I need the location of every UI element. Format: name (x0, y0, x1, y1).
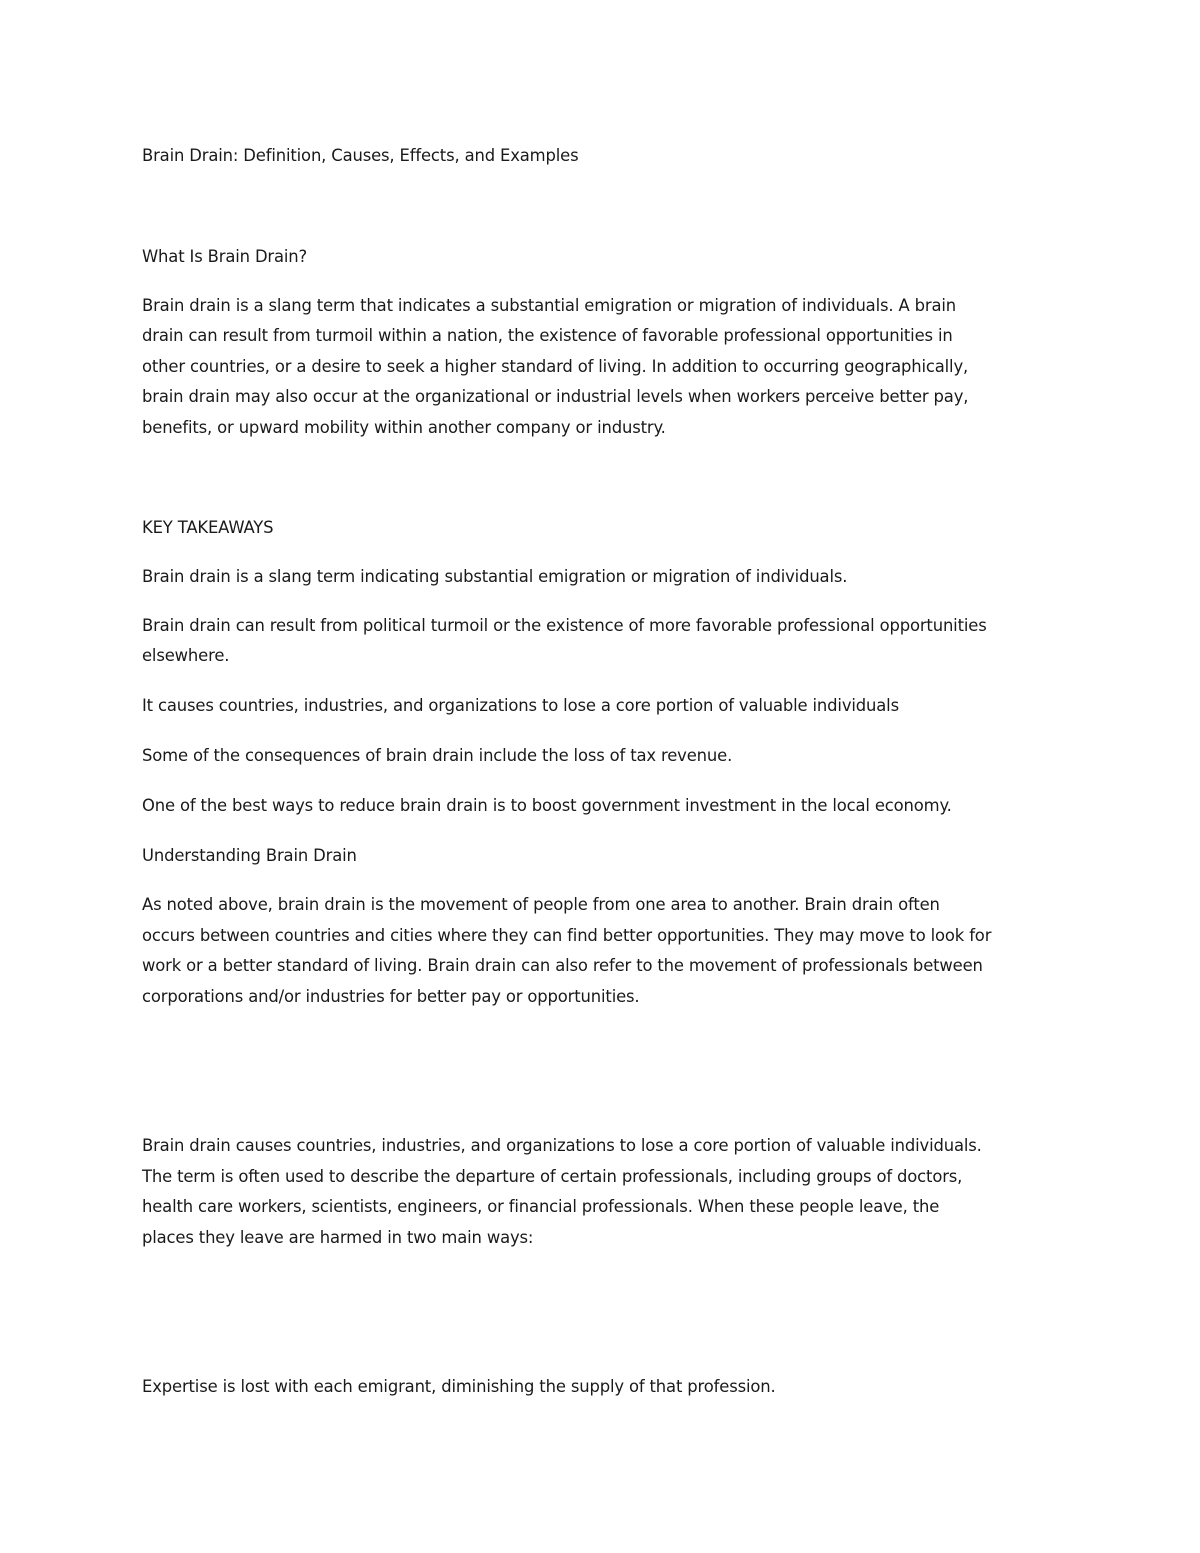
takeaway-line: elsewhere. (142, 646, 230, 665)
causes-line: health care workers, scientists, engineers, or financial professionals. When these people leave, the (142, 1197, 940, 1216)
intro-line: drain can result from turmoil within a nation, the existence of favorable professional opportunities in (142, 326, 953, 345)
takeaway-item: It causes countries, industries, and organizations to lose a core portion of valuable individuals (142, 696, 899, 715)
intro-line: benefits, or upward mobility within another company or industry. (142, 418, 666, 437)
causes-line: places they leave are harmed in two main ways: (142, 1228, 534, 1247)
takeaway-line: Brain drain can result from political turmoil or the existence of more favorable professional opportunities (142, 616, 987, 635)
takeaway-item: Brain drain is a slang term indicating substantial emigration or migration of individuals. (142, 567, 848, 586)
intro-line: brain drain may also occur at the organizational or industrial levels when workers perceive better pay, (142, 387, 969, 406)
intro-line: Brain drain is a slang term that indicates a substantial emigration or migration of individuals. A brain (142, 296, 956, 315)
understanding-line: occurs between countries and cities where they can find better opportunities. They may move to look for (142, 926, 992, 945)
understanding-line: corporations and/or industries for better pay or opportunities. (142, 987, 640, 1006)
understanding-line: work or a better standard of living. Brain drain can also refer to the movement of professionals between (142, 956, 983, 975)
takeaway-item: Some of the consequences of brain drain include the loss of tax revenue. (142, 746, 733, 765)
causes-line: The term is often used to describe the departure of certain professionals, including groups of doctors, (142, 1167, 963, 1186)
intro-line: other countries, or a desire to seek a higher standard of living. In addition to occurring geographically, (142, 357, 969, 376)
heading-understanding-brain-drain: Understanding Brain Drain (142, 846, 357, 865)
understanding-line: As noted above, brain drain is the movement of people from one area to another. Brain drain often (142, 895, 940, 914)
key-takeaways-heading: KEY TAKEAWAYS (142, 518, 274, 537)
document-title: Brain Drain: Definition, Causes, Effects, and Examples (142, 146, 579, 165)
heading-what-is-brain-drain: What Is Brain Drain? (142, 247, 308, 266)
causes-line: Brain drain causes countries, industries, and organizations to lose a core portion of valuable individuals. (142, 1136, 982, 1155)
takeaway-item: One of the best ways to reduce brain drain is to boost government investment in the local economy. (142, 796, 952, 815)
expertise-paragraph: Expertise is lost with each emigrant, diminishing the supply of that profession. (142, 1377, 776, 1396)
